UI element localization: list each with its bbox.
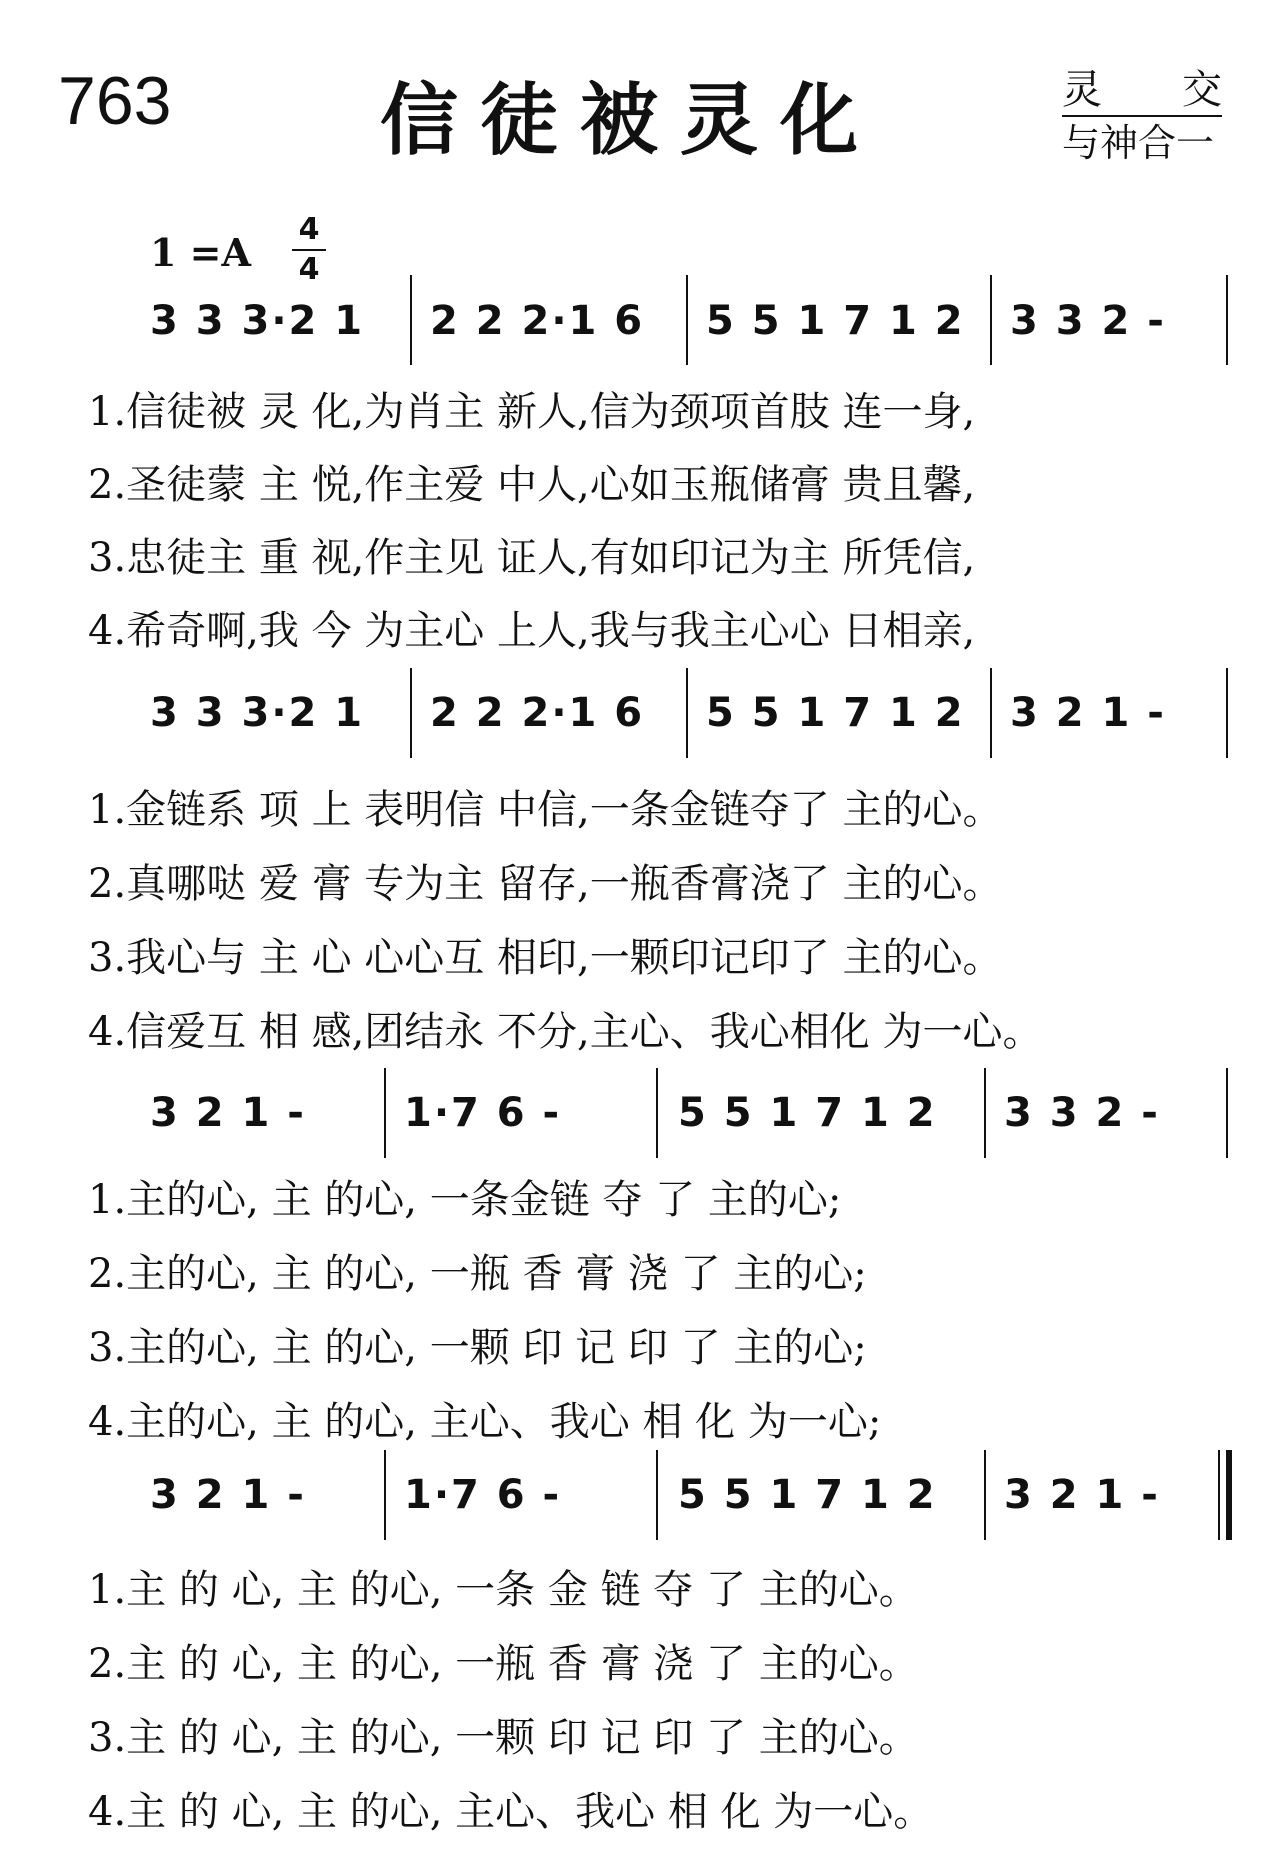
- lyric-line: 4.希奇啊,我 今 为主心 上人,我与我主心心 日相亲,: [88, 608, 976, 654]
- measure: 3 2 1 -: [150, 1090, 306, 1136]
- time-bottom: 4: [298, 252, 320, 287]
- lyric-line: 1.金链系 项 上 表明信 中信,一条金链夺了 主的心。: [88, 787, 1003, 833]
- measure: 3 3 3·2 1: [150, 298, 365, 344]
- measure: 5 5 1 7 1 2: [706, 690, 965, 736]
- measure: 2 2 2·1 6: [430, 298, 645, 344]
- measure: 1·7 6 -: [404, 1090, 562, 1136]
- lyric-line: 3.我心与 主 心 心心互 相印,一颗印记印了 主的心。: [88, 935, 1003, 981]
- time-top: 4: [298, 212, 320, 247]
- measure: 3 2 1 -: [1010, 690, 1166, 736]
- measure: 3 3 2 -: [1010, 298, 1166, 344]
- category-right: 交: [1182, 67, 1222, 113]
- measure: 1·7 6 -: [404, 1472, 562, 1518]
- measure: 3 2 1 -: [150, 1472, 306, 1518]
- hymn-number: 763: [58, 63, 172, 139]
- measure: 2 2 2·1 6: [430, 690, 645, 736]
- lyric-line: 3.忠徒主 重 视,作主见 证人,有如印记为主 所凭信,: [88, 535, 976, 581]
- subcategory-label: 与神合一: [1062, 121, 1215, 165]
- lyric-line: 2.主的心, 主 的心, 一瓶 香 膏 浇 了 主的心;: [88, 1251, 867, 1297]
- lyric-line: 4.信爱互 相 感,团结永 不分,主心、我心相化 为一心。: [88, 1009, 1043, 1055]
- lyric-line: 3.主 的 心, 主 的心, 一颗 印 记 印 了 主的心。: [88, 1715, 919, 1761]
- final-barline: [1226, 1450, 1232, 1540]
- key-signature: 1 =A: [150, 230, 251, 275]
- lyric-line: 1.主 的 心, 主 的心, 一条 金 链 夺 了 主的心。: [88, 1567, 919, 1613]
- lyric-line: 1.主的心, 主 的心, 一条金链 夺 了 主的心;: [88, 1177, 842, 1223]
- measure: 3 2 1 -: [1004, 1472, 1160, 1518]
- lyric-line: 3.主的心, 主 的心, 一颗 印 记 印 了 主的心;: [88, 1325, 867, 1371]
- lyric-line: 2.圣徒蒙 主 悦,作主爱 中人,心如玉瓶储膏 贵且馨,: [88, 462, 976, 508]
- measure: 5 5 1 7 1 2: [678, 1090, 937, 1136]
- category-left: 灵: [1062, 67, 1102, 113]
- lyric-line: 4.主的心, 主 的心, 主心、我心 相 化 为一心;: [88, 1399, 882, 1445]
- lyric-line: 4.主 的 心, 主 的心, 主心、我心 相 化 为一心。: [88, 1789, 934, 1835]
- measure: 3 3 2 -: [1004, 1090, 1160, 1136]
- lyric-line: 1.信徒被 灵 化,为肖主 新人,信为颈项首肢 连一身,: [88, 389, 976, 435]
- measure: 3 3 3·2 1: [150, 690, 365, 736]
- lyric-line: 2.真哪哒 爱 膏 专为主 留存,一瓶香膏浇了 主的心。: [88, 861, 1003, 907]
- measure: 5 5 1 7 1 2: [706, 298, 965, 344]
- category-label: [1062, 58, 1222, 117]
- time-signature: [292, 212, 326, 288]
- measure: 5 5 1 7 1 2: [678, 1472, 937, 1518]
- lyric-line: 2.主 的 心, 主 的心, 一瓶 香 膏 浇 了 主的心。: [88, 1641, 919, 1687]
- hymn-title: 信徒被灵化: [380, 76, 881, 166]
